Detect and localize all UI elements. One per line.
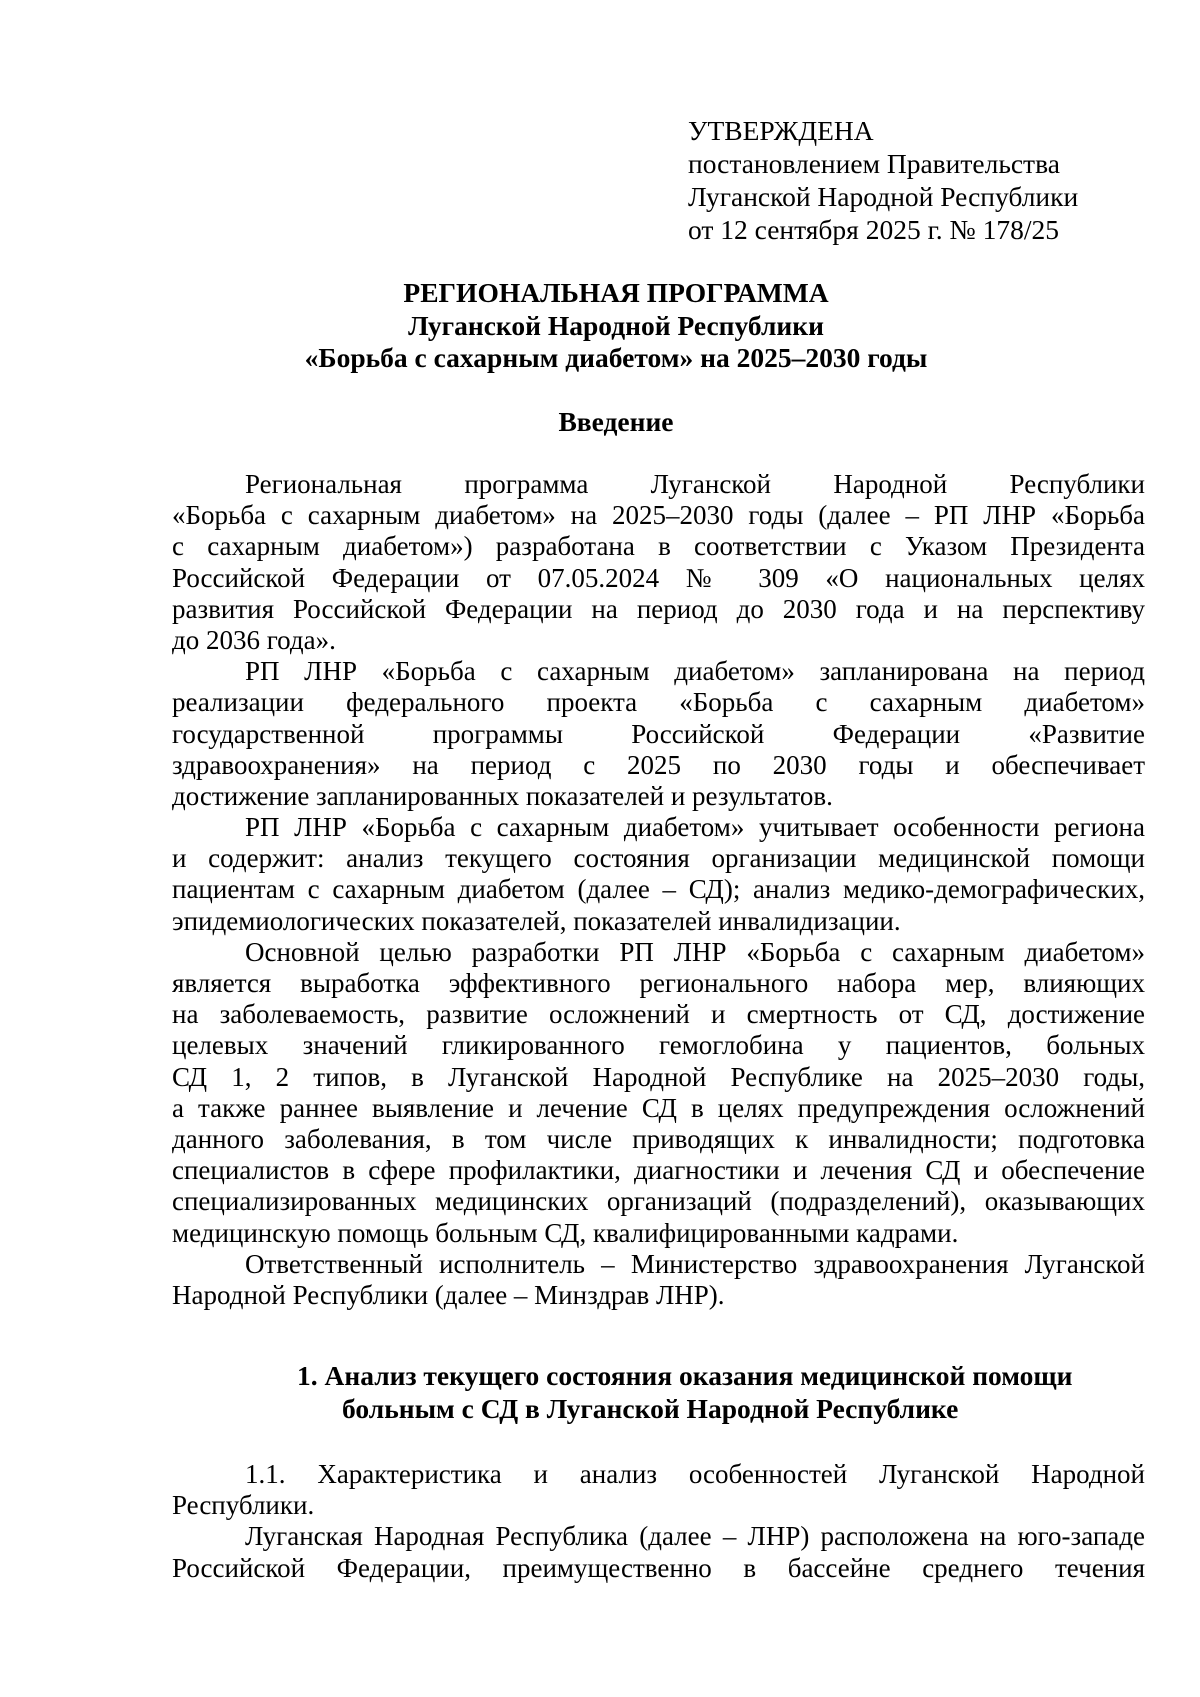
text-line: развития Российской Федерации на период до 2030 года и на перспективу — [172, 593, 1145, 624]
text-line: Республики. — [172, 1490, 315, 1521]
text-line: государственной программы Российской Федерации «Развитие — [172, 718, 1145, 749]
section-1-heading — [172, 1360, 1145, 1425]
section-1-body — [172, 1459, 1145, 1584]
text-line: на заболеваемость, развитие осложнений и смертность от СД, достижение — [172, 999, 1145, 1030]
text-line: достижение запланированных показателей и результатов. — [172, 780, 833, 811]
approval-resolution: постановлением Правительства — [688, 148, 1060, 179]
text-line: РП ЛНР «Борьба с сахарным диабетом» учитывает особенности региона — [245, 812, 1145, 843]
text-line: Основной целью разработки РП ЛНР «Борьба с сахарным диабетом» — [245, 936, 1145, 967]
approval-date-number: от 12 сентября 2025 г. № 178/25 — [688, 214, 1059, 245]
text-line: данного заболевания, в том числе приводящих к инвалидности; подготовка — [172, 1123, 1145, 1154]
document-title — [172, 277, 1060, 375]
text-line: до 2036 года». — [172, 624, 336, 655]
text-line: медицинскую помощь больным СД, квалифицированными кадрами. — [172, 1217, 959, 1248]
text-line: здравоохранения» на период с 2025 по 2030 годы и обеспечивает — [172, 749, 1145, 780]
text-line: Народной Республики (далее – Минздрав ЛНР). — [172, 1279, 725, 1310]
section-heading-line: 1. Анализ текущего состояния оказания медицинской помощи — [297, 1360, 1073, 1391]
section-heading-line: больным с СД в Луганской Народной Республике — [342, 1392, 959, 1424]
text-line: с сахарным диабетом») разработана в соответствии с Указом Президента — [172, 531, 1145, 562]
text-line: Региональная программа Луганской Народной Республики — [245, 469, 1145, 499]
text-line: Луганская Народная Республика (далее – ЛНР) расположена на юго-западе — [245, 1521, 1145, 1552]
approval-issuer: Луганской Народной Республики — [688, 181, 1079, 212]
text-line: Российской Федерации, преимущественно в бассейне среднего течения — [172, 1552, 1145, 1583]
intro-heading: Введение — [558, 406, 674, 437]
text-line: реализации федерального проекта «Борьба с сахарным диабетом» — [172, 687, 1145, 718]
text-line: пациентам с сахарным диабетом (далее – СД); анализ медико-демографических, — [172, 874, 1145, 905]
text-line: «Борьба с сахарным диабетом» на 2025–2030 годы (далее – РП ЛНР «Борьба — [172, 500, 1145, 531]
text-line: 1.1. Характеристика и анализ особенностей Луганской Народной — [245, 1459, 1145, 1489]
title-line: Луганской Народной Республики — [408, 309, 824, 341]
text-line: целевых значений гликированного гемоглобина у пациентов, больных — [172, 1030, 1145, 1061]
text-line: РП ЛНР «Борьба с сахарным диабетом» запланирована на период — [245, 656, 1145, 687]
text-line: а также раннее выявление и лечение СД в целях предупреждения осложнений — [172, 1092, 1145, 1123]
text-line: Российской Федерации от 07.05.2024 № 309 «О национальных целях — [172, 562, 1145, 593]
text-line: специализированных медицинских организаций (подразделений), оказывающих — [172, 1186, 1145, 1217]
text-line: СД 1, 2 типов, в Луганской Народной Республике на 2025–2030 годы, — [172, 1061, 1145, 1092]
approval-stamp — [688, 114, 1158, 246]
text-line: Ответственный исполнитель – Министерство здравоохранения Луганской — [245, 1248, 1145, 1279]
text-line: является выработка эффективного регионального набора мер, влияющих — [172, 968, 1145, 998]
intro-body — [172, 469, 1145, 1311]
text-line: и содержит: анализ текущего состояния организации медицинской помощи — [172, 843, 1145, 874]
text-line: эпидемиологических показателей, показателей инвалидизации. — [172, 905, 901, 936]
title-line: РЕГИОНАЛЬНАЯ ПРОГРАММА — [403, 277, 829, 308]
title-line: «Борьба с сахарным диабетом» на 2025–2030 годы — [304, 342, 928, 373]
approval-status: УТВЕРЖДЕНА — [688, 115, 874, 146]
text-line: специалистов в сфере профилактики, диагностики и лечения СД и обеспечение — [172, 1155, 1145, 1186]
